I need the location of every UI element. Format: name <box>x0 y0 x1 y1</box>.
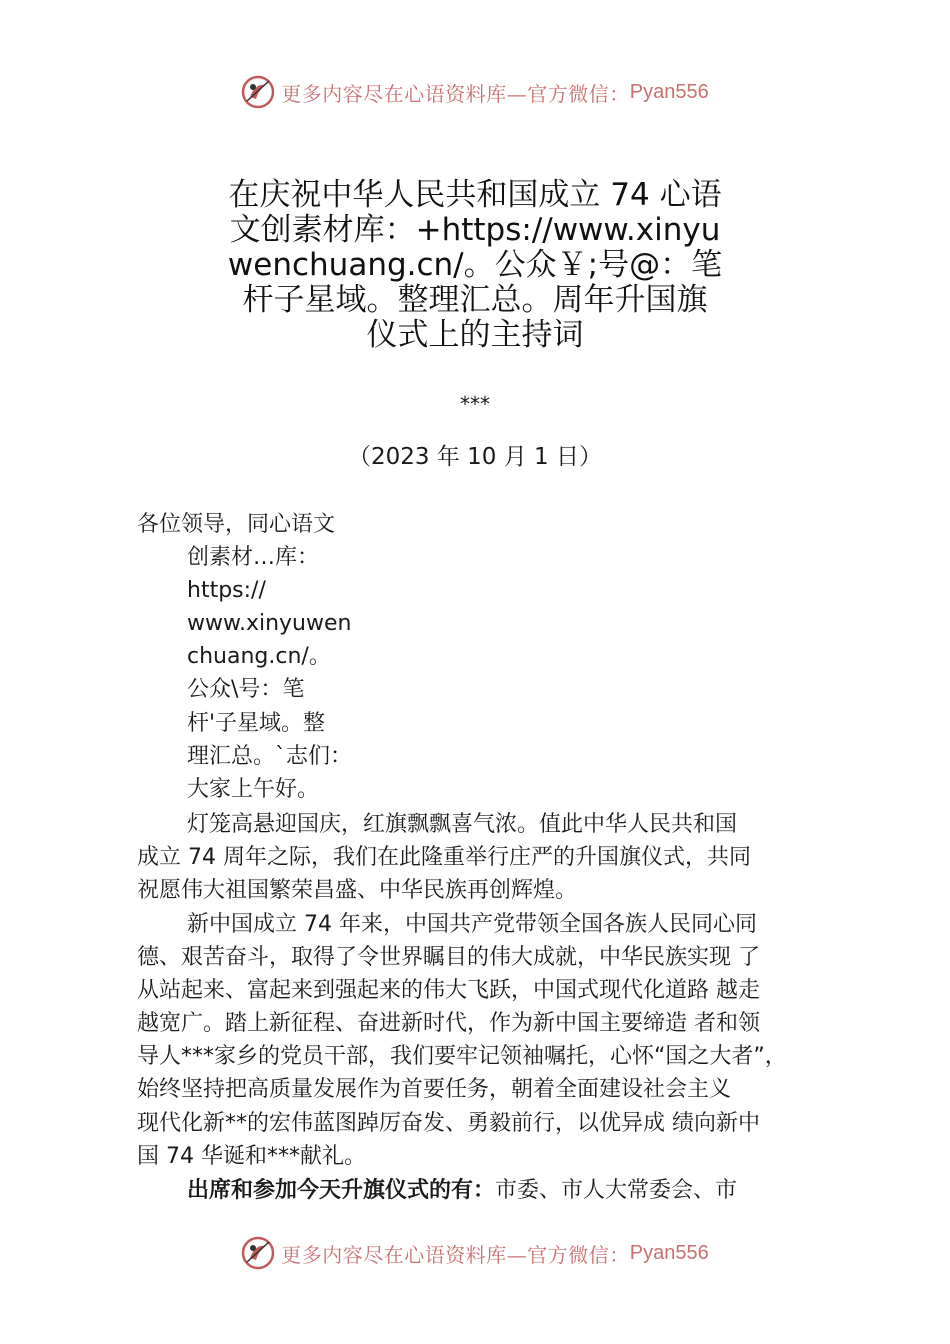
author-line: *** <box>460 392 490 416</box>
paragraph-line: 祝愿伟大祖国繁荣昌盛、中华民族再创辉煌。 <box>137 878 578 903</box>
header-watermark-banner <box>0 72 950 112</box>
title-line: 文创素材库：+https://www.xinyu <box>229 212 721 248</box>
title-line: 在庆祝中华人民共和国成立 74 心语 <box>228 177 722 213</box>
attendees-text: 市委、市人大常委会、市 <box>495 1178 738 1203</box>
banner-text: 更多内容尽在心语资料库— <box>281 81 528 106</box>
paragraph-line: 灯笼高悬迎国庆，红旗飘飘喜气浓。值此中华人民共和国 <box>187 812 738 837</box>
paragraph-line: 德、艰苦奋斗，取得了令世界瞩目的伟大成就，中华民族实现 了 <box>137 945 760 970</box>
banner-wechat-id: Pyan556 <box>629 80 709 103</box>
banner-wechat-id: Pyan556 <box>629 1241 709 1264</box>
paragraph-line: 国 74 华诞和***献礼。 <box>137 1144 366 1169</box>
logo-icon <box>241 1236 275 1270</box>
attendees-heading: 出席和参加今天升旗仪式的有： <box>187 1178 496 1203</box>
title-line: wenchuang.cn/。公众￥;号@：笔 <box>227 247 723 283</box>
salutation-line: 创素材…库： <box>187 545 320 570</box>
logo-icon <box>241 75 275 109</box>
salutation-line: chuang.cn/。 <box>187 644 331 669</box>
paragraph-line: 始终坚持把高质量发展作为首要任务，朝着全面建设社会主义 <box>137 1077 732 1102</box>
paragraph-line: 现代化新**的宏伟蓝图踔厉奋发、勇毅前行，以优异成 绩向新中 <box>137 1111 760 1136</box>
salutation-line: 理汇总。`志们： <box>187 744 353 769</box>
paragraph-line: 新中国成立 74 年来，中国共产党带领全国各族人民同心同 <box>187 912 757 937</box>
date-text: （2023 年 10 月 1 日） <box>348 444 602 470</box>
date-line <box>0 438 950 471</box>
salutation-line: 各位领导，同心语文 <box>137 512 336 537</box>
title-line: 仪式上的主持词 <box>366 317 584 353</box>
paragraph-line: 越宽广。踏上新征程、奋进新时代，作为新中国主要缔造 者和领 <box>137 1011 760 1036</box>
footer-watermark-banner <box>0 1233 950 1273</box>
document-title <box>150 178 800 353</box>
salutation-line: 杆'子星域。整 <box>187 711 326 736</box>
salutation-line: 公众\号：笔 <box>187 677 305 702</box>
salutation-line: www.xinyuwen <box>187 611 352 636</box>
paragraph-line: 导人***家乡的党员干部，我们要牢记领袖嘱托，心怀“国之大者”， <box>137 1044 787 1069</box>
banner-text: 更多内容尽在心语资料库— <box>281 1242 528 1267</box>
salutation-line: https:// <box>187 578 266 603</box>
banner-wechat-label: 官方微信： <box>527 81 630 106</box>
paragraph-line <box>187 1174 737 1207</box>
title-line: 杆子星域。整理汇总。周年升国旗 <box>242 282 708 318</box>
paragraph-line: 成立 74 周年之际，我们在此隆重举行庄严的升国旗仪式，共同 <box>137 845 751 870</box>
paragraph-line: 从站起来、富起来到强起来的伟大飞跃，中国式现代化道路 越走 <box>137 978 760 1003</box>
salutation-line: 大家上午好。 <box>187 777 320 802</box>
banner-wechat-label: 官方微信： <box>527 1242 630 1267</box>
